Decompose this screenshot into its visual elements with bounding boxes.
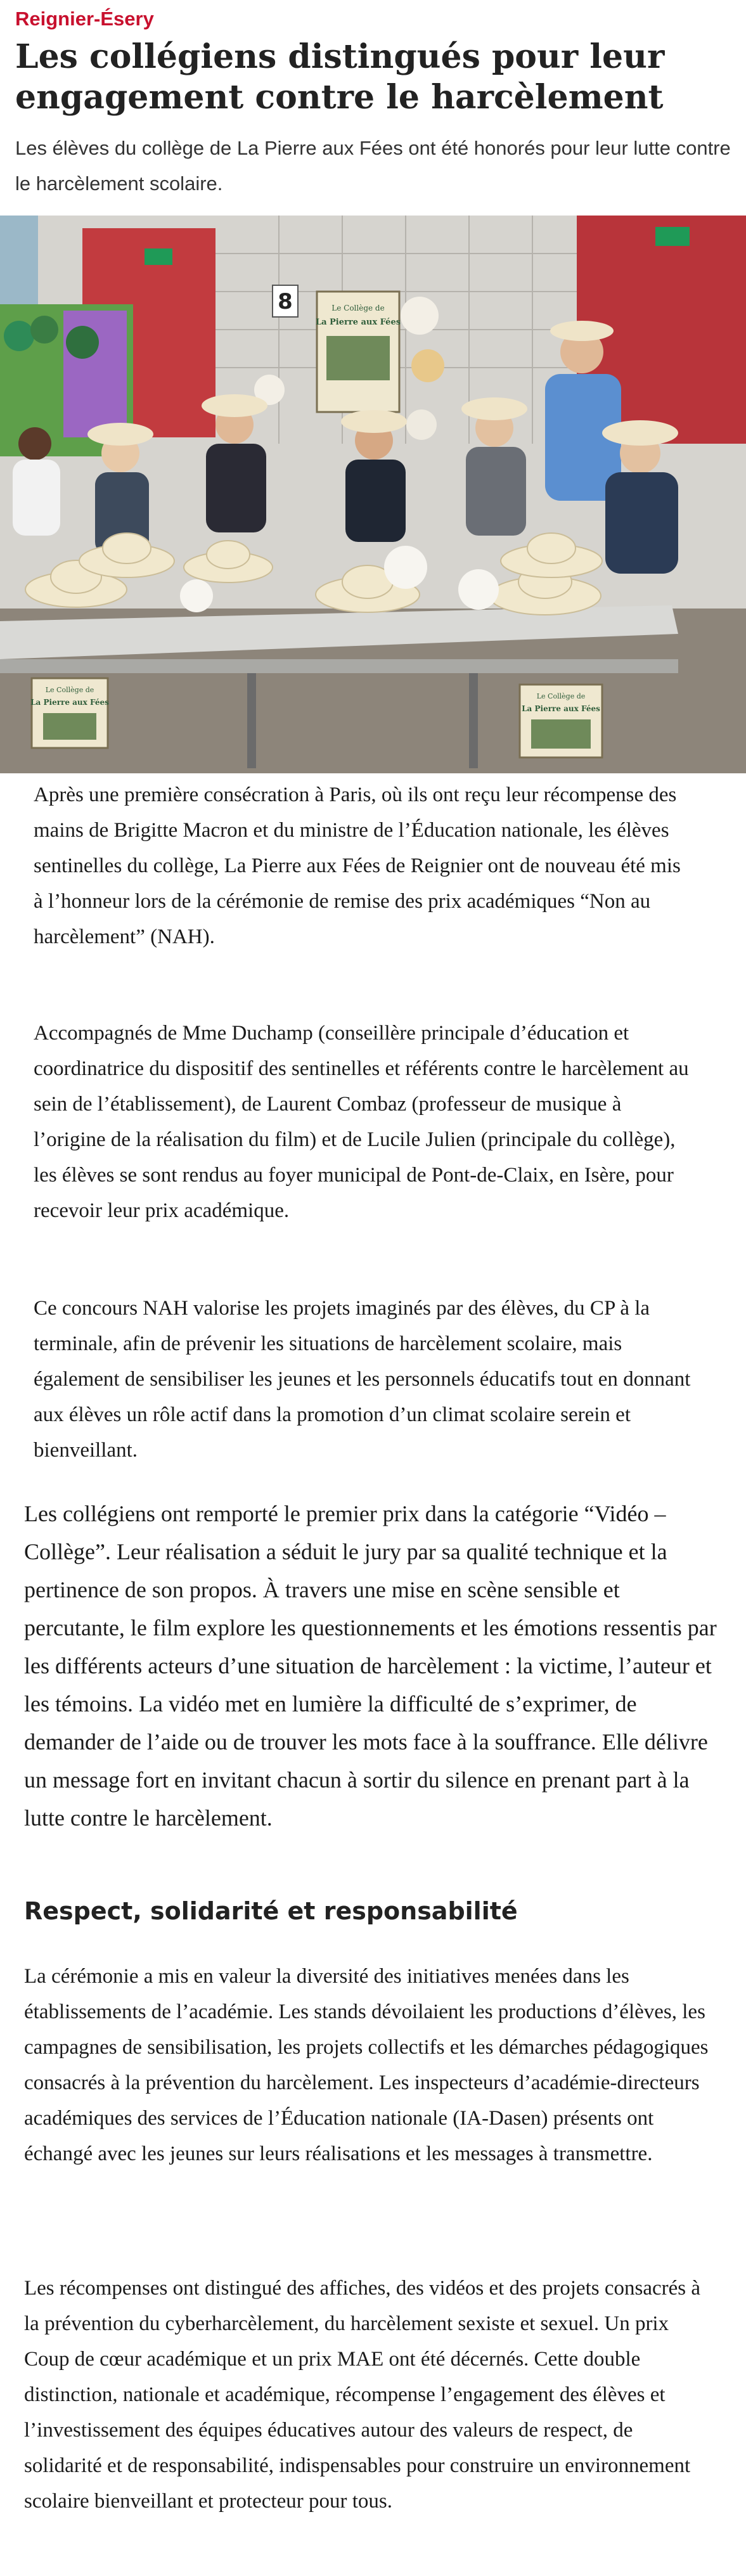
balloon bbox=[401, 297, 439, 335]
table-sign-small-text: Le Collège de bbox=[45, 686, 94, 694]
balloon bbox=[406, 409, 437, 440]
table-sign-text: La Pierre aux Fées bbox=[522, 704, 600, 713]
exit-sign-right bbox=[655, 227, 690, 246]
article-paragraph: Les récompenses ont distingué des affiches, des vidéos et des projets consacrés à la prévention du cyberharcèlement, du harcèlement sexiste et sexuel. Un prix Coup de cœur académique et un prix MAE ont été décernés. Cette double distinction, nationale et académique, récompense l’engagement des élèves et l’investissement des équipes éducatives autour des valeurs de respect, de solidarité et de responsabilité, indispensables pour construire un environnement scolaire bienveillant et protecteur pour tous. bbox=[24, 2277, 700, 2513]
poster-title-text: La Pierre aux Fées bbox=[315, 318, 401, 327]
balloon bbox=[180, 579, 213, 612]
article-kicker[interactable]: Reignier-Ésery bbox=[15, 8, 154, 30]
exit-sign-left bbox=[145, 248, 172, 265]
article-paragraph: La cérémonie a mis en valeur la diversité des initiatives menées dans les établissements de l’académie. Les stands dévoilaient les productions d’élèves, les campagnes de sensibilisation, les projets collectifs et les démarches pédagogiques consacrés à la prévention du harcèlement. Les inspecteurs d’académie-directeurs académiques des services de l’Éducation nationale (IA-Dasen) présents ont échangé avec les jeunes sur leurs réalisations et les messages à transmettre. bbox=[24, 1965, 709, 2165]
article-paragraph: Les collégiens ont remporté le premier prix dans la catégorie “Vidéo – Collège”. Leur réalisation a séduit le jury par sa qualité technique et la pertinence de son propos. À travers une mise en scène sensible et percutante, le film explore les questionnements et les émotions ressentis par les différents acteurs d’une situation de harcèlement : la victime, l’auteur et les témoins. La vidéo met en lumière la difficulté de s’exprimer, de demander de l’aide ou de trouver les mots face à la souffrance. Elle délivre un message fort en invitant chacun à sortir du silence en prenant part à la lutte contre le harcèlement. bbox=[24, 1501, 717, 1831]
poster-photo bbox=[326, 336, 390, 380]
balloon bbox=[458, 569, 499, 610]
photo-window bbox=[0, 216, 38, 304]
article-paragraph: Accompagnés de Mme Duchamp (conseillère principale d’éducation et coordinatrice du dispositif des sentinelles et référents contre le harcèlement au sein de l’établissement), de Laurent Combaz (professeur de musique à l’origine de la réalisation du film) et de Lucile Julien (principale du collège), les élèves se sont rendus au foyer municipal de Pont-de-Claix, en Isère, pour recevoir leur prix académique. bbox=[34, 1022, 689, 1222]
poster-number: 8 bbox=[278, 289, 293, 314]
article-paragraph: Ce concours NAH valorise les projets imaginés par des élèves, du CP à la terminale, afin de prévenir les situations de harcèlement scolaire, mais également de sensibiliser les jeunes et les personnels éducatifs tout en donnant aux élèves un rôle actif dans la promotion d’un climat scolaire serein et bienveillant. bbox=[34, 1297, 691, 1462]
balloon bbox=[384, 546, 427, 589]
article-headline: Les collégiens distingués pour leur engagement contre le harcèlement bbox=[15, 37, 665, 117]
balloon bbox=[411, 349, 444, 382]
article-subheading: Respect, solidarité et responsabilité bbox=[24, 1897, 518, 1925]
article-lede: Les élèves du collège de La Pierre aux Fées ont été honorés pour leur lutte contre le harcèlement scolaire. bbox=[15, 137, 731, 195]
poster-small-text: Le Collège de bbox=[331, 304, 385, 312]
article-photo bbox=[0, 216, 746, 773]
table-sign-small-text: Le Collège de bbox=[536, 692, 586, 700]
table-sign-text: La Pierre aux Fées bbox=[30, 698, 109, 707]
article-paragraph: Après une première consécration à Paris, où ils ont reçu leur récompense des mains de Brigitte Macron et du ministre de l’Éducation nationale, les élèves sentinelles du collège, La Pierre aux Fées de Reignier ont de nouveau été mis à l’honneur lors de la cérémonie de remise des prix académiques “Non au harcèlement” (NAH). bbox=[34, 783, 681, 948]
